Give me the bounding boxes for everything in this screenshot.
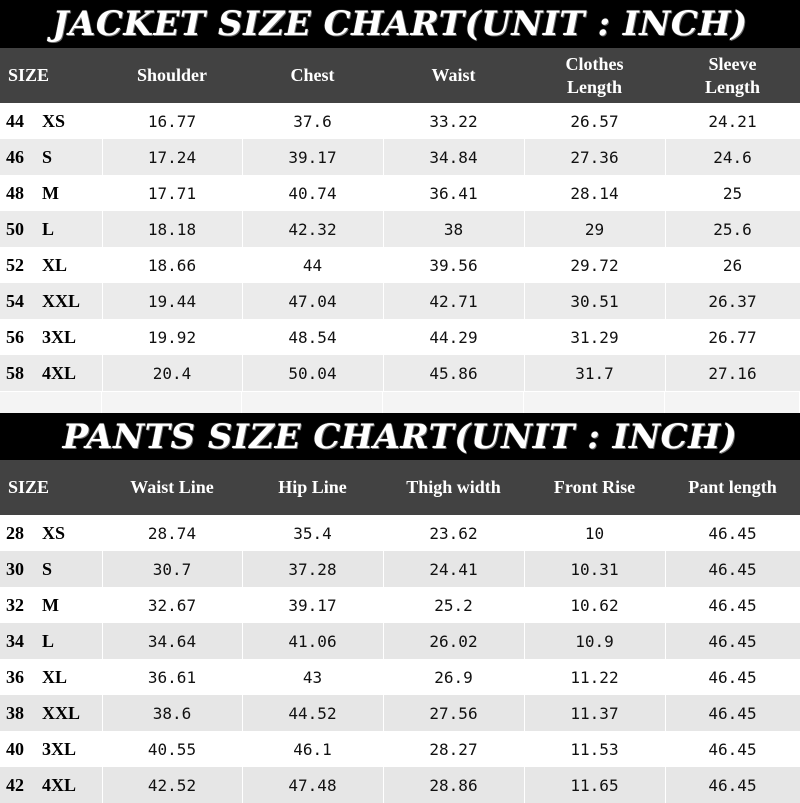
pants-table-body [0,515,800,803]
table-row [0,211,800,247]
pants-chart-title: PANTS SIZE CHART(UNIT : INCH) [0,413,800,460]
measurement-cell: 26.57 [524,103,665,139]
size-cell [0,175,102,211]
measurement-cell: 27.56 [383,695,524,731]
size-cell [0,319,102,355]
measurement-cell: 27.16 [665,355,800,391]
measurement-cell: 46.45 [665,551,800,587]
measurement-cell: 25.2 [383,587,524,623]
measurement-cell: 44 [242,247,383,283]
measurement-cell: 29 [524,211,665,247]
measurement-cell: 47.48 [242,767,383,803]
table-row [0,103,800,139]
size-number: 54 [6,290,24,311]
size-cell [0,695,102,731]
table-row [0,731,800,767]
size-cell [0,515,102,551]
measurement-cell: 11.37 [524,695,665,731]
measurement-cell: 42.71 [383,283,524,319]
size-cell [0,659,102,695]
measurement-cell: 48.54 [242,319,383,355]
measurement-cell: 26.77 [665,319,800,355]
measurement-cell: 23.62 [383,515,524,551]
measurement-cell: 11.53 [524,731,665,767]
size-label: S [42,146,53,167]
measurement-cell: 36.41 [383,175,524,211]
measurement-cell: 46.45 [665,731,800,767]
measurement-cell: 28.27 [383,731,524,767]
measurement-cell: 26 [665,247,800,283]
size-number: 48 [6,182,24,203]
measurement-cell: 46.45 [665,659,800,695]
measurement-cell: 44.52 [242,695,383,731]
measurement-cell: 46.45 [665,767,800,803]
pants-table-header [0,460,800,515]
size-label: L [42,630,55,651]
measurement-cell: 39.56 [383,247,524,283]
size-label: XXL [42,702,81,723]
column-header: Shoulder [102,48,242,103]
table-row [0,587,800,623]
table-row [0,283,800,319]
column-header: SIZE [0,460,102,515]
measurement-cell: 38.6 [102,695,242,731]
measurement-cell: 20.4 [102,355,242,391]
measurement-cell: 28.86 [383,767,524,803]
measurement-cell: 11.22 [524,659,665,695]
size-cell [0,731,102,767]
jacket-table-body [0,103,800,391]
column-header: Chest [242,48,383,103]
size-number: 40 [6,738,24,759]
measurement-cell: 25 [665,175,800,211]
measurement-cell: 46.45 [665,623,800,659]
measurement-cell: 31.29 [524,319,665,355]
column-header: Waist Line [102,460,242,515]
jacket-table-header [0,48,800,103]
measurement-cell: 31.7 [524,355,665,391]
size-number: 28 [6,522,24,543]
measurement-cell: 26.9 [383,659,524,695]
size-number: 52 [6,254,24,275]
table-row [0,623,800,659]
measurement-cell: 40.74 [242,175,383,211]
column-header: Pant length [665,460,800,515]
column-header: Hip Line [242,460,383,515]
measurement-cell: 18.66 [102,247,242,283]
size-label: XS [42,110,66,131]
size-cell [0,623,102,659]
measurement-cell: 26.02 [383,623,524,659]
header-row [0,48,800,103]
table-row [0,319,800,355]
size-cell [0,103,102,139]
size-cell [0,587,102,623]
measurement-cell: 46.45 [665,587,800,623]
size-number: 30 [6,558,24,579]
table-row [0,515,800,551]
size-cell [0,355,102,391]
size-label: XL [42,254,68,275]
size-label: L [42,218,55,239]
size-label: XS [42,522,66,543]
measurement-cell: 24.6 [665,139,800,175]
size-number: 36 [6,666,24,687]
measurement-cell: 38 [383,211,524,247]
size-label: M [42,182,59,203]
measurement-cell: 25.6 [665,211,800,247]
size-number: 32 [6,594,24,615]
size-label: XXL [42,290,81,311]
table-row [0,175,800,211]
measurement-cell: 46.1 [242,731,383,767]
measurement-cell: 47.04 [242,283,383,319]
header-row [0,460,800,515]
measurement-cell: 40.55 [102,731,242,767]
pants-size-table [0,460,800,803]
size-label: 3XL [42,326,77,347]
measurement-cell: 50.04 [242,355,383,391]
table-row [0,355,800,391]
column-header: Sleeve Length [665,48,800,103]
table-spacer [0,392,800,413]
measurement-cell: 19.44 [102,283,242,319]
measurement-cell: 34.84 [383,139,524,175]
size-label: M [42,594,59,615]
table-row [0,139,800,175]
size-label: 3XL [42,738,77,759]
measurement-cell: 42.52 [102,767,242,803]
measurement-cell: 29.72 [524,247,665,283]
measurement-cell: 46.45 [665,695,800,731]
jacket-size-table [0,48,800,391]
table-row [0,695,800,731]
table-row [0,551,800,587]
measurement-cell: 41.06 [242,623,383,659]
measurement-cell: 46.45 [665,515,800,551]
measurement-cell: 11.65 [524,767,665,803]
measurement-cell: 44.29 [383,319,524,355]
measurement-cell: 10 [524,515,665,551]
measurement-cell: 28.14 [524,175,665,211]
size-number: 56 [6,326,24,347]
measurement-cell: 45.86 [383,355,524,391]
measurement-cell: 30.7 [102,551,242,587]
measurement-cell: 30.51 [524,283,665,319]
size-label: S [42,558,53,579]
measurement-cell: 36.61 [102,659,242,695]
size-number: 34 [6,630,24,651]
measurement-cell: 32.67 [102,587,242,623]
column-header: Thigh width [383,460,524,515]
measurement-cell: 37.28 [242,551,383,587]
measurement-cell: 10.9 [524,623,665,659]
measurement-cell: 24.21 [665,103,800,139]
column-header: Waist [383,48,524,103]
measurement-cell: 17.71 [102,175,242,211]
size-cell [0,767,102,803]
size-number: 50 [6,218,24,239]
size-number: 42 [6,774,24,795]
size-cell [0,211,102,247]
size-label: 4XL [42,362,77,383]
table-row [0,247,800,283]
measurement-cell: 26.37 [665,283,800,319]
size-cell [0,551,102,587]
size-label: 4XL [42,774,77,795]
table-row [0,767,800,803]
measurement-cell: 24.41 [383,551,524,587]
size-number: 38 [6,702,24,723]
column-header: Front Rise [524,460,665,515]
measurement-cell: 16.77 [102,103,242,139]
measurement-cell: 39.17 [242,587,383,623]
size-cell [0,247,102,283]
jacket-chart-title: JACKET SIZE CHART(UNIT : INCH) [0,0,800,48]
measurement-cell: 18.18 [102,211,242,247]
measurement-cell: 37.6 [242,103,383,139]
measurement-cell: 10.31 [524,551,665,587]
column-header: Clothes Length [524,48,665,103]
measurement-cell: 19.92 [102,319,242,355]
size-label: XL [42,666,68,687]
measurement-cell: 28.74 [102,515,242,551]
measurement-cell: 33.22 [383,103,524,139]
column-header: SIZE [0,48,102,103]
measurement-cell: 27.36 [524,139,665,175]
size-number: 44 [6,110,24,131]
size-number: 58 [6,362,24,383]
measurement-cell: 17.24 [102,139,242,175]
table-row [0,659,800,695]
size-cell [0,139,102,175]
measurement-cell: 10.62 [524,587,665,623]
measurement-cell: 39.17 [242,139,383,175]
measurement-cell: 34.64 [102,623,242,659]
measurement-cell: 43 [242,659,383,695]
measurement-cell: 42.32 [242,211,383,247]
measurement-cell: 35.4 [242,515,383,551]
size-cell [0,283,102,319]
size-number: 46 [6,146,24,167]
